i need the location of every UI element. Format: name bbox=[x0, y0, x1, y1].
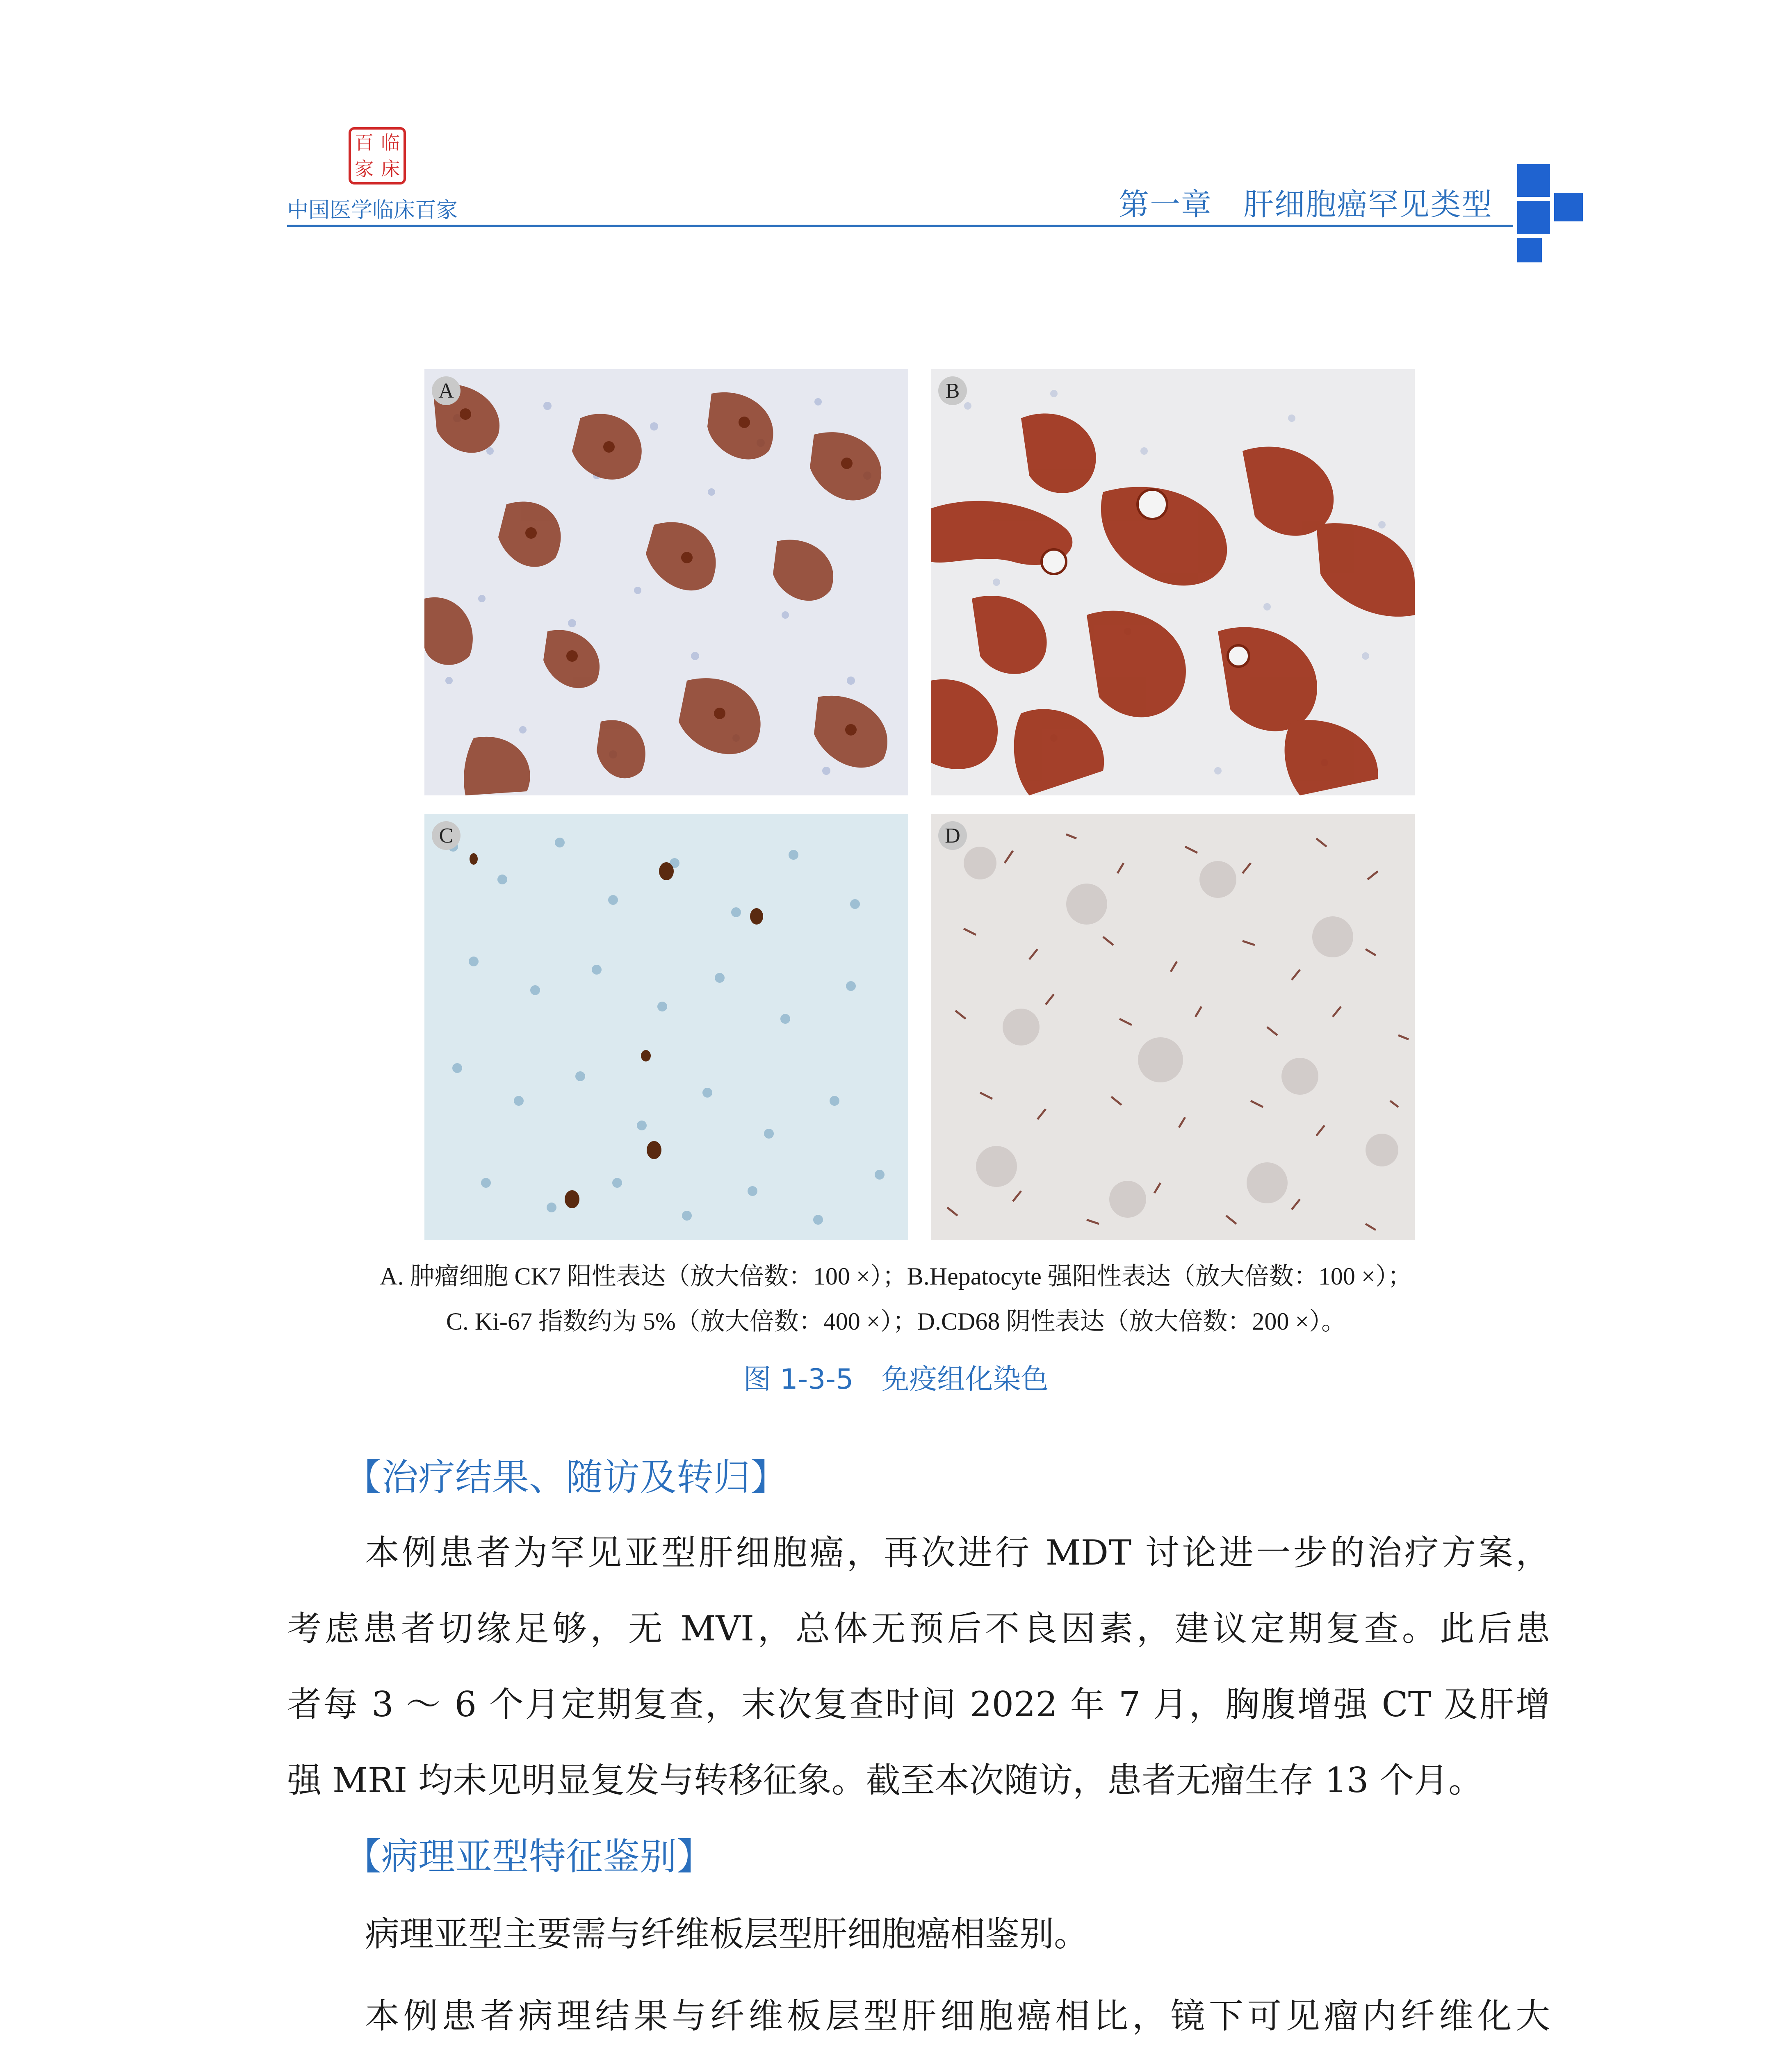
paragraph-line: 病理亚型主要需与纤维板层型肝细胞癌相鉴别。 bbox=[365, 1914, 1089, 1954]
figure-panel-c bbox=[424, 814, 908, 1240]
panel-label: A bbox=[432, 376, 461, 405]
section-heading: 【病理亚型特征鉴别】 bbox=[344, 1835, 714, 1878]
panel-label: C bbox=[432, 821, 461, 850]
paragraph-line: 本例患者病理结果与纤维板层型肝细胞癌相比，镜下可见瘤内纤维化大 bbox=[365, 1996, 1550, 2036]
ihc-image-hepatocyte bbox=[931, 369, 1415, 795]
section-heading: 【治疗结果、随访及转归】 bbox=[344, 1456, 787, 1499]
panel-label: D bbox=[938, 821, 967, 850]
panel-label: B bbox=[938, 376, 967, 405]
logo-char: 临 bbox=[381, 132, 400, 154]
logo-char: 床 bbox=[381, 158, 400, 180]
chapter-title: 第一章 肝细胞癌罕见类型 bbox=[1119, 187, 1493, 222]
figure-panel-b bbox=[931, 369, 1415, 795]
figure-caption-line: C. Ki-67 指数约为 5%（放大倍数：400 ×）；D.CD68 阴性表达（放大倍数：200 ×）。 bbox=[446, 1308, 1346, 1335]
ihc-image-ck7 bbox=[424, 369, 908, 795]
logo-char: 家 bbox=[355, 158, 374, 180]
paragraph-line: 本例患者为罕见亚型肝细胞癌，再次进行 MDT 讨论进一步的治疗方案， bbox=[365, 1533, 1550, 1573]
ihc-image-ki67 bbox=[424, 814, 908, 1240]
ihc-image-cd68 bbox=[931, 814, 1415, 1240]
figure-title: 图 1-3-5 免疫组化染色 bbox=[743, 1363, 1049, 1396]
logo-char: 百 bbox=[355, 132, 374, 154]
publisher-logo bbox=[349, 127, 406, 184]
paragraph-line: 考虑患者切缘足够，无 MVI，总体无预后不良因素，建议定期复查。此后患 bbox=[287, 1608, 1550, 1649]
publisher-name: 中国医学临床百家 bbox=[287, 198, 458, 223]
figure-panel-d bbox=[931, 814, 1415, 1240]
figure-panel-a bbox=[424, 369, 908, 795]
paragraph-line: 强 MRI 均未见明显复发与转移征象。截至本次随访，患者无瘤生存 13 个月。 bbox=[287, 1760, 1483, 1800]
figure-caption-line: A. 肿瘤细胞 CK7 阳性表达（放大倍数：100 ×）；B.Hepatocyte 强阳性表达（放大倍数：100 ×）； bbox=[380, 1263, 1412, 1290]
paragraph-line: 者每 3 ～ 6 个月定期复查，末次复查时间 2022 年 7 月，胸腹增强 CT 及肝增 bbox=[287, 1684, 1550, 1724]
header-rule bbox=[287, 225, 1513, 227]
